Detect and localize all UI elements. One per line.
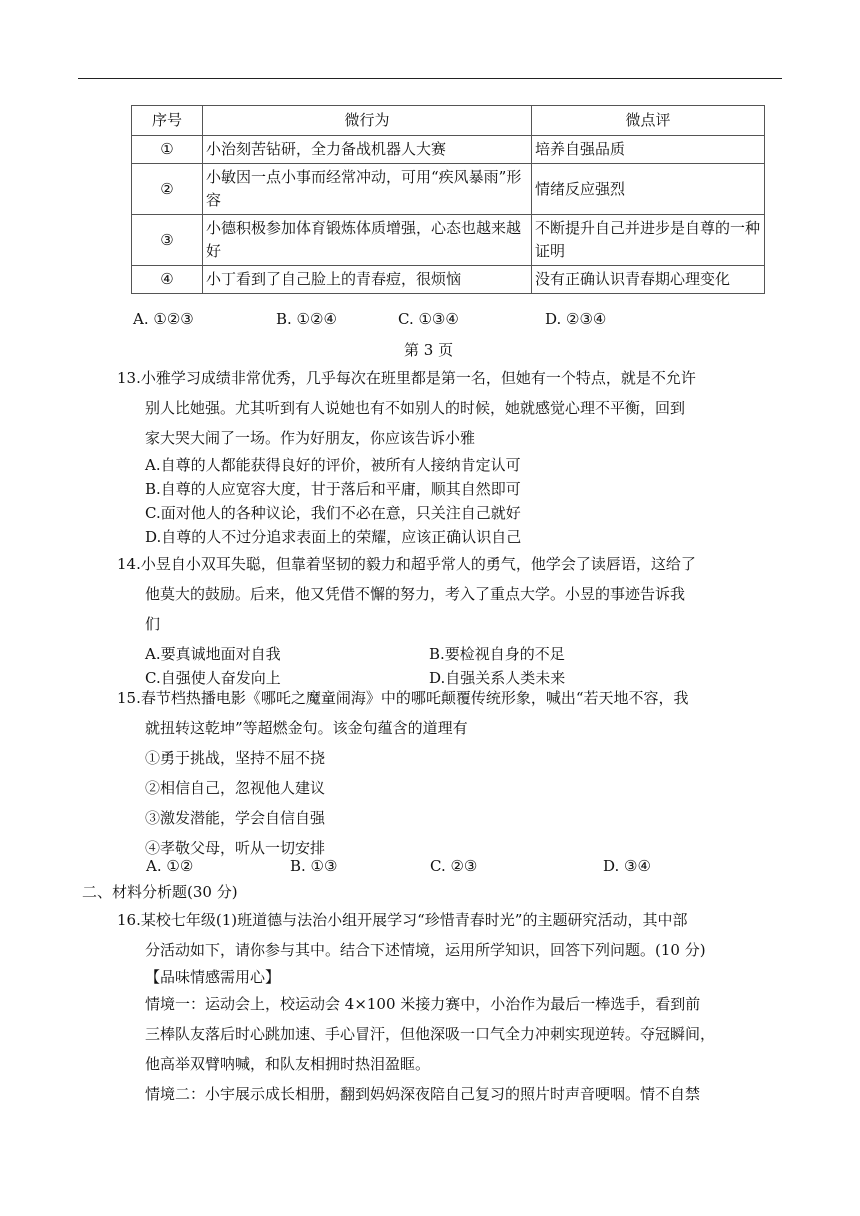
page-number: 第 3 页 (404, 341, 454, 359)
table-cell-num: ② (132, 164, 203, 215)
subsection-heading: 【品味情感需用心】 (145, 968, 281, 986)
question-text-line: 14.小昱自小双耳失聪，但靠着坚韧的毅力和超乎常人的勇气，他学会了读唇语，这给了 (117, 555, 696, 573)
table-row (132, 215, 765, 266)
table-row (132, 164, 765, 215)
table-cell-act: 小治刻苦钻研，全力备战机器人大赛 (203, 136, 532, 164)
q12-option-d: D. ②③④ (545, 310, 607, 328)
table-cell-num: ④ (132, 266, 203, 294)
option-d: D.自强关系人类未来 (429, 669, 566, 687)
option-d: D.自尊的人不过分追求表面上的荣耀，应该正确认识自己 (145, 528, 522, 546)
scenario-text-line: 三棒队友落后时心跳加速、手心冒汗，但他深吸一口气全力冲刺实现逆转。夺冠瞬间， (145, 1025, 716, 1043)
q15-option-b: B. ①③ (290, 857, 338, 875)
question-text-line: 16.某校七年级(1)班道德与法治小组开展学习“珍惜青春时光”的主题研究活动，其中部 (117, 911, 688, 929)
table-header-cell: 微行为 (203, 106, 532, 136)
question-14 (117, 549, 785, 687)
question-text-line: 家大哭大闹了一场。作为好朋友，你应该告诉小雅 (145, 429, 476, 447)
statement-item: ①勇于挑战，坚持不屈不挠 (145, 749, 326, 767)
q12-option-b: B. ①②④ (276, 310, 337, 328)
question-text-line: 们 (145, 615, 161, 633)
scenario-text-line: 他高举双臂呐喊，和队友相拥时热泪盈眶。 (145, 1055, 431, 1073)
scenario-text-line: 情境一：运动会上，校运动会 4×100 米接力赛中，小治作为最后一棒选手，看到前 (145, 995, 701, 1013)
option-c: C.面对他人的各种议论，我们不必在意，只关注自己就好 (145, 504, 521, 522)
option-a: A.要真诚地面对自我 (145, 645, 281, 663)
q15-option-d: D. ③④ (603, 857, 651, 875)
table-cell-comment: 培养自强品质 (532, 136, 765, 164)
statement-item: ③激发潜能，学会自信自强 (145, 809, 326, 827)
table-header-cell: 微点评 (532, 106, 765, 136)
table-cell-num: ① (132, 136, 203, 164)
q12-option-c: C. ①③④ (398, 310, 459, 328)
question-16 (117, 905, 785, 1109)
table-row (132, 136, 765, 164)
section-heading: 二、材料分析题(30 分) (82, 883, 238, 901)
question-text-line: 13.小雅学习成绩非常优秀，几乎每次在班里都是第一名，但她有一个特点，就是不允许 (117, 369, 696, 387)
table-header-row (132, 106, 765, 136)
option-b: B.自尊的人应宽容大度，甘于落后和平庸，顺其自然即可 (145, 480, 521, 498)
table-header-cell: 序号 (132, 106, 203, 136)
table-cell-comment: 情绪反应强烈 (532, 164, 765, 215)
statement-item: ④孝敬父母，听从一切安排 (145, 839, 326, 857)
question-text-line: 别人比她强。尤其听到有人说她也有不如别人的时候，她就感觉心理不平衡，回到 (145, 399, 686, 417)
table-cell-act: 小丁看到了自己脸上的青春痘，很烦恼 (203, 266, 532, 294)
table-cell-act: 小敏因一点小事而经常冲动，可用“疾风暴雨”形容 (203, 164, 532, 215)
q15-option-a: A. ①② (146, 857, 194, 875)
table-cell-act: 小德积极参加体育锻炼体质增强，心态也越来越好 (203, 215, 532, 266)
statement-item: ②相信自己，忽视他人建议 (145, 779, 326, 797)
question-text-line: 分活动如下，请你参与其中。结合下述情境，运用所学知识，回答下列问题。(10 分) (145, 941, 706, 959)
question-text-line: 15.春节档热播电影《哪吒之魔童闹海》中的哪吒颠覆传统形象，喊出“若天地不容，我 (117, 689, 689, 707)
table-cell-comment: 没有正确认识青春期心理变化 (532, 266, 765, 294)
question-text-line: 就扭转这乾坤”等超燃金句。该金句蕴含的道理有 (145, 719, 468, 737)
options-row (117, 639, 785, 663)
scenario-text-line: 情境二：小宇展示成长相册，翻到妈妈深夜陪自己复习的照片时声音哽咽。情不自禁 (145, 1085, 701, 1103)
table-cell-num: ③ (132, 215, 203, 266)
table-row (132, 266, 765, 294)
option-a: A.自尊的人都能获得良好的评价，被所有人接纳肯定认可 (145, 456, 521, 474)
question-15 (117, 683, 785, 863)
q12-option-a: A. ①②③ (133, 310, 194, 328)
header-rule (78, 78, 782, 79)
q15-option-c: C. ②③ (430, 857, 478, 875)
table-cell-comment: 不断提升自己并进步是自尊的一种证明 (532, 215, 765, 266)
question-text-line: 他莫大的鼓励。后来，他又凭借不懈的努力，考入了重点大学。小昱的事迹告诉我 (145, 585, 686, 603)
behavior-table (131, 105, 765, 294)
option-b: B.要检视自身的不足 (429, 645, 565, 663)
option-c: C.自强使人奋发向上 (145, 669, 281, 687)
question-13 (117, 363, 785, 549)
